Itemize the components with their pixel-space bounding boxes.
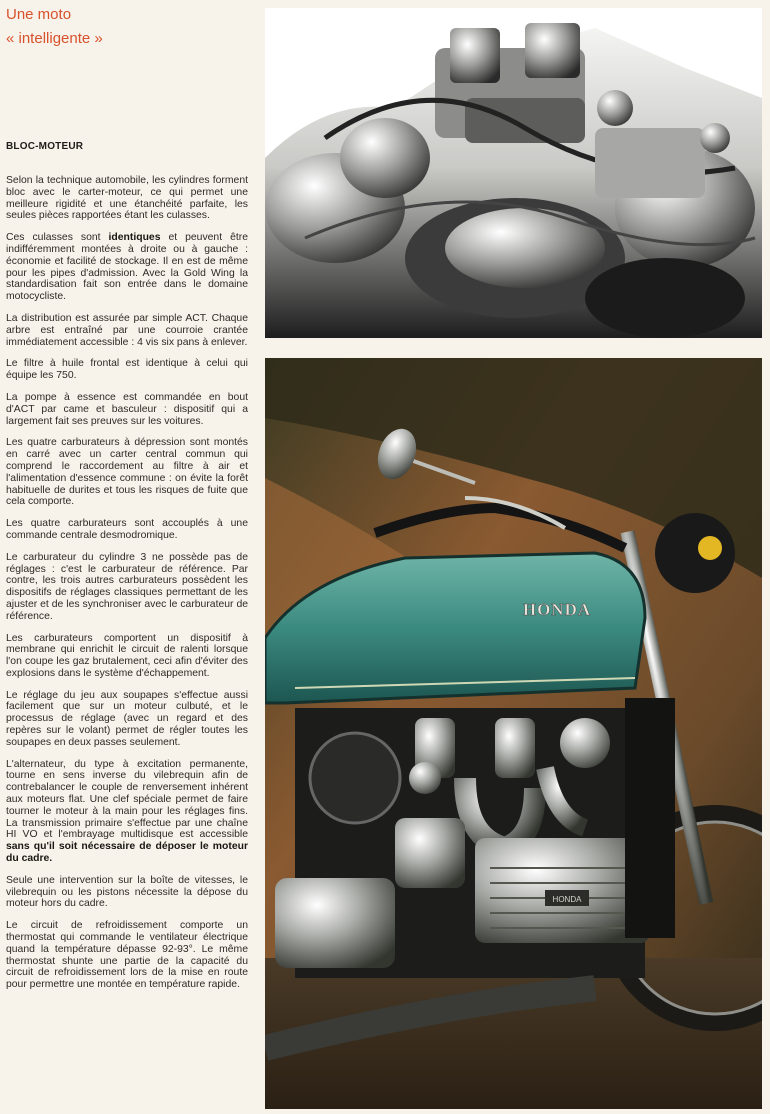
header-line-2: « intelligente » (6, 30, 103, 47)
page-header (6, 3, 103, 51)
emphasis: identiques (108, 232, 161, 244)
engine-photo (265, 8, 762, 338)
motorcycle-illustration (265, 358, 762, 1109)
paragraph-11: L'alternateur, du type à excitation permanente, tourne en sens inverse du vilebrequin afin de contrebalancer le couple de renversement inhérent aux moteurs flat. Une clef spéciale permet de faire tourner le moteur à la main pour les réglages fins. La transmission primaire s'effectue par une chaîne HI VO et l'embrayage multidisque est accessible sans qu'il soit nécessaire de déposer le moteur du cadre. (6, 758, 248, 865)
paragraph-4: Le filtre à huile frontal est identique à celui qui équipe les 750. (6, 358, 248, 382)
paragraph-6: Les quatre carburateurs à dépression sont montés en carré avec un carter central commun qui comprend le raccordement au filtre à air et l'alimentation d'essence commune : on évite la forêt habituelle de durites et tous les risques de fuite que cela comporte. (6, 437, 248, 508)
paragraph-8: Le carburateur du cylindre 3 ne possède pas de réglages : c'est le carburateur de référence. Par contre, les trois autres carburateurs possèdent les dispositifs de réglages classiques permettant de les ajuster et de les synchroniser avec le carburateur de référence. (6, 551, 248, 622)
tank-logo: HONDA (522, 600, 592, 619)
paragraph-3: La distribution est assurée par simple ACT. Chaque arbre est entraîné par une courroie crantée immédiatement accessible : 4 vis six pans à enlever. (6, 312, 248, 348)
engine-cover-logo: HONDA (552, 895, 582, 904)
paragraph-10: Le réglage du jeu aux soupapes s'effectue aussi facilement que sur un moteur culbuté, et le processus de réglage (avec un regard et des repères sur le volant) permet de régler toutes les soupapes en deux passes seulement. (6, 689, 248, 748)
paragraph-7: Les quatre carburateurs sont accouplés à une commande centrale desmodromique. (6, 518, 248, 541)
section-title: BLOC-MOTEUR (6, 141, 84, 152)
engine-illustration (265, 8, 762, 338)
paragraph-5: La pompe à essence est commandée en bout d'ACT par came et basculeur : dispositif qui a largement fait ses preuves sur les voitures. (6, 391, 248, 427)
text-column (6, 175, 248, 1001)
motorcycle-photo (265, 358, 762, 1109)
header-line-1: Une moto (6, 6, 72, 23)
paragraph-1: Selon la technique automobile, les cylindres forment bloc avec le carter-moteur, ce qui permet une meilleure rigidité et une étanchéité parfaite, les seules pièces rapportées étant les culasses. (6, 175, 248, 222)
emphasis: sans qu'il soit nécessaire de déposer le moteur du cadre. (6, 841, 248, 865)
paragraph-13: Le circuit de refroidissement comporte un thermostat qui commande le ventilateur électrique quand la température dépasse 92-93°. Le même thermostat shunte une partie de la capacité du circuit de refroidissement lors de la mise en route pour permettre une montée en température rapide. (6, 920, 248, 991)
paragraph-2: Ces culasses sont identiques et peuvent être indifféremment montées à droite ou à gauche : économie et facilité de stockage. Il en est de même pour les pipes d'admission. Avec la Gold Wing la standardisation fait son entrée dans le domaine motocycliste. (6, 232, 248, 303)
paragraph-9: Les carburateurs comportent un dispositif à membrane qui enrichit le circuit de ralenti lorsque l'on coupe les gaz brutalement, ceci afin d'éviter des explosions dans le système d'échappement. (6, 632, 248, 679)
paragraph-12: Seule une intervention sur la boîte de vitesses, le vilebrequin ou les pistons nécessite la dépose du moteur hors du cadre. (6, 874, 248, 910)
